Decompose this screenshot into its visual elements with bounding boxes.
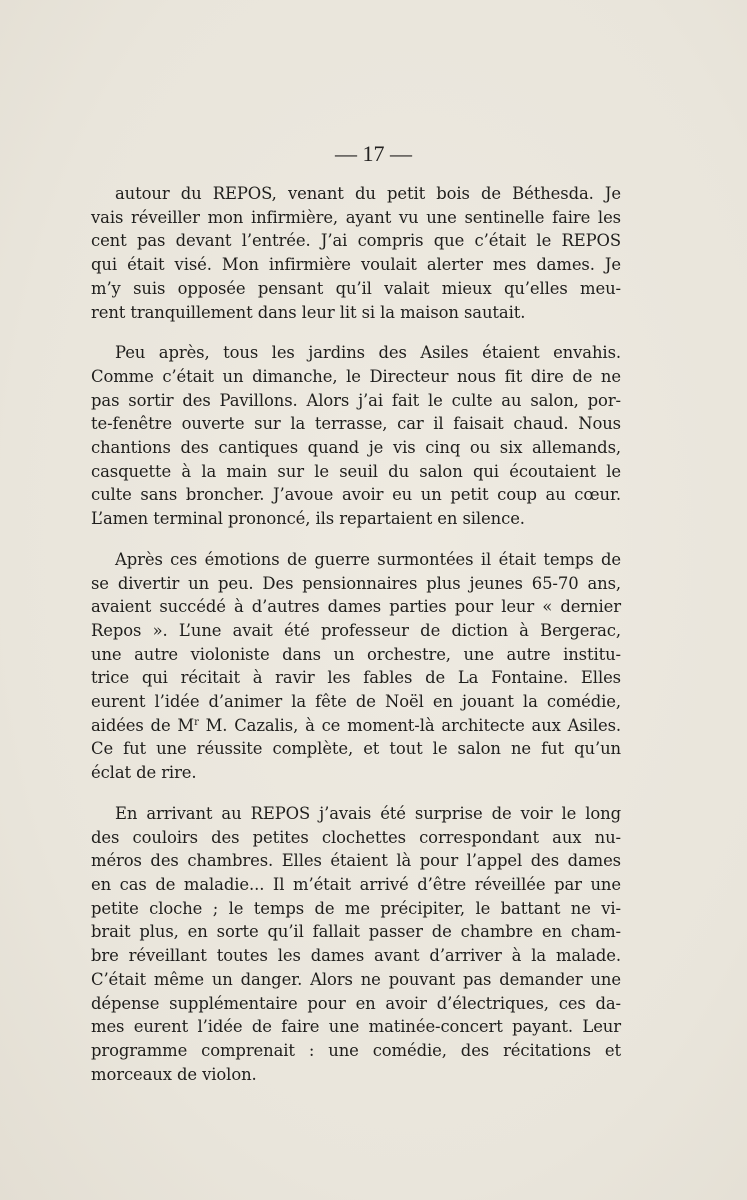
page-number: — 17 — [335,141,412,166]
text-line: programme comprenait : une comédie, des récitations et [91,1040,621,1060]
text-line: vais réveiller mon infirmière, ayant vu une sentinelle faire les [91,207,621,227]
paragraph [91,802,621,1086]
text-line: eurent l’idée d’animer la fête de Noël en jouant la comédie, [91,692,621,712]
text-line: se divertir un peu. Des pensionnaires plus jeunes 65-70 ans, [91,573,621,593]
paragraph [91,341,621,531]
text-line: te-fenêtre ouverte sur la terrasse, car il faisait chaud. Nous [91,414,621,434]
text-line: qui était visé. Mon infirmière voulait alerter mes dames. Je [91,255,621,275]
paragraph [91,182,621,324]
text-line: trice qui récitait à ravir les fables de La Fontaine. Elles [91,668,621,688]
text-line: L’amen terminal prononcé, ils repartaient en silence. [91,509,525,529]
body-text [91,182,621,1103]
text-line: une autre violoniste dans un orchestre, une autre institu- [91,644,621,664]
text-line: Après ces émotions de guerre surmontées il était temps de [115,549,621,569]
text-line: m’y suis opposée pensant qu’il valait mieux qu’elles meu- [91,278,621,298]
text-line: C’était même un danger. Alors ne pouvant pas demander une [91,969,621,989]
paragraph [91,548,621,785]
text-line: autour du REPOS, venant du petit bois de Béthesda. Je [115,184,621,203]
text-line: avaient succédé à d’autres dames parties pour leur « dernier [91,597,621,617]
text-line: brait plus, en sorte qu’il fallait passer de chambre en cham- [91,922,621,942]
text-line: Ce fut une réussite complète, et tout le salon ne fut qu’un [91,739,621,759]
text-line: morceaux de violon. [91,1064,257,1084]
text-line: En arrivant au REPOS j’avais été surprise de voir le long [115,803,621,823]
text-line: en cas de maladie... Il m’était arrivé d’être réveillée par une [91,874,621,894]
text-line: rent tranquillement dans leur lit si la maison sautait. [91,302,526,322]
text-line: Repos ». L’une avait été professeur de diction à Bergerac, [91,620,621,640]
text-line: des couloirs des petites clochettes correspondant aux nu- [91,827,621,847]
text-line: mes eurent l’idée de faire une matinée-concert payant. Leur [91,1017,621,1037]
text-line: cent pas devant l’entrée. J’ai compris que c’était le REPOS [91,231,621,251]
text-line: aidées de $M^r$ M. Cazalis, à ce moment-là architecte aux Asiles. [91,715,621,735]
text-line: éclat de rire. [91,763,197,783]
text-line: dépense supplémentaire pour en avoir d’électriques, ces da- [91,993,621,1013]
text-line: méros des chambres. Elles étaient là pour l’appel des dames [91,851,621,871]
text-line: chantions des cantiques quand je vis cinq ou six allemands, [91,438,621,458]
text-line: casquette à la main sur le seuil du salon qui écoutaient le [91,461,621,481]
text-line: petite cloche ; le temps de me précipiter, le battant ne vi- [91,898,621,918]
text-line: bre réveillant toutes les dames avant d’arriver à la malade. [91,946,621,966]
text-line: Comme c’était un dimanche, le Directeur nous fit dire de ne [91,366,621,386]
text-line: Peu après, tous les jardins des Asiles étaient envahis. [115,343,621,363]
text-line: pas sortir des Pavillons. Alors j’ai fait le culte au salon, por- [91,390,621,410]
text-line: culte sans broncher. J’avoue avoir eu un petit coup au cœur. [91,485,621,505]
